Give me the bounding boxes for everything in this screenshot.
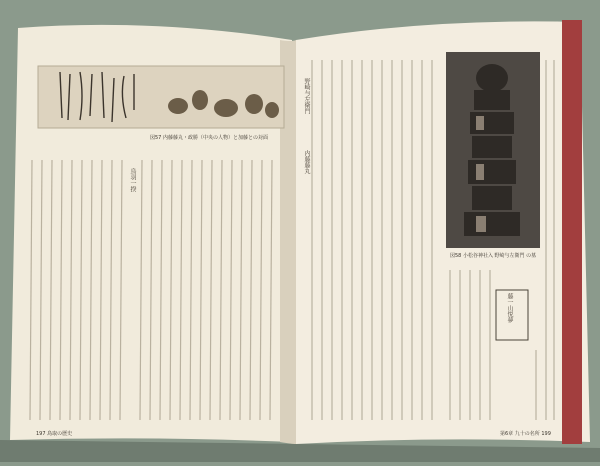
left-side-label: 鳥羽一揆 [129, 168, 136, 192]
scroll-painting [38, 66, 284, 128]
right-side-label-top: 野崎与左衛門 [303, 78, 310, 114]
right-boxed-label: 藤一山悦夢 [506, 293, 513, 323]
left-figure-caption: 図57 内藤藤丸・政勝（中央の人物）と加藤との対面 [150, 135, 268, 141]
left-page-folio: 197 鳥取の歴史 [36, 431, 73, 437]
right-page-folio: 第6章 九十の名所 199 [500, 431, 551, 437]
right-figure-caption: 図58 小松谷神社入 野崎与左衛門 の墓 [450, 253, 537, 259]
book-spine [562, 20, 582, 444]
right-side-label-mid: 内藤藤丸 [303, 150, 310, 174]
